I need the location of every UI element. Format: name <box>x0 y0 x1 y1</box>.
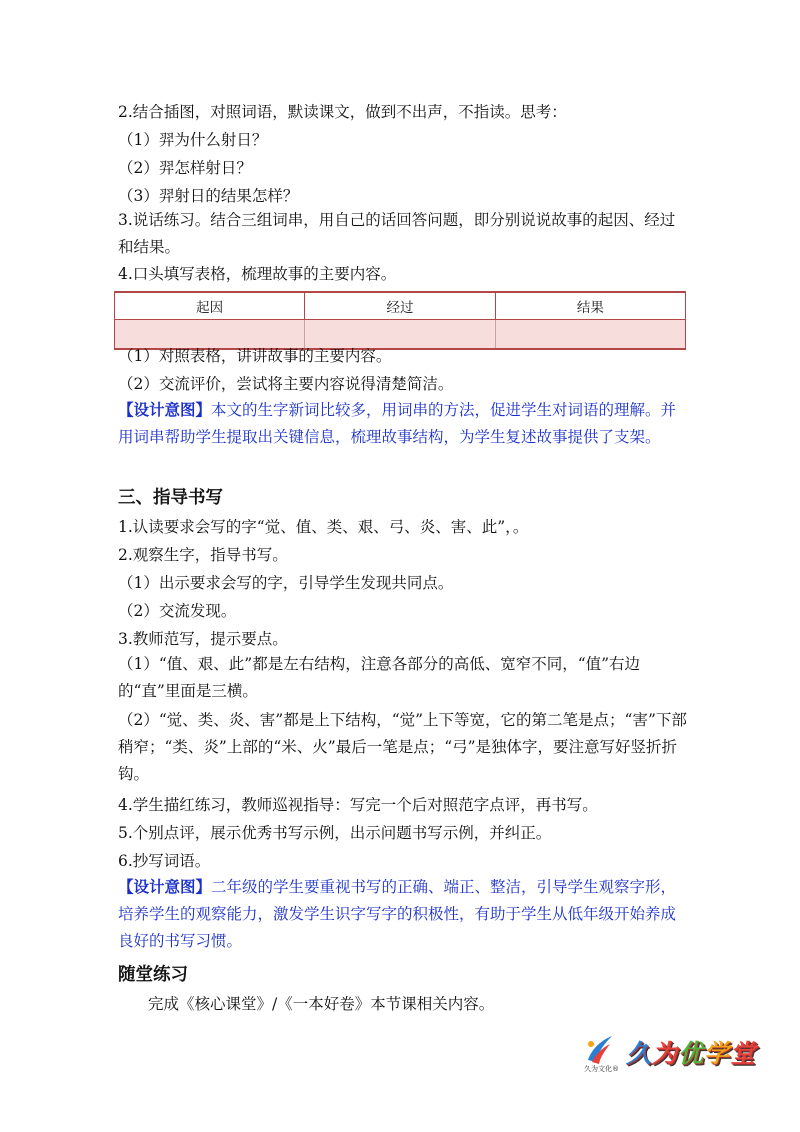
section-heading-practice: 随堂练习 <box>118 965 188 985</box>
step-2-text: 2.结合插图，对照词语，默读课文，做到不出声，不指读。思考： <box>118 103 567 121</box>
brand-subtitle: 久为文化® <box>584 1065 619 1073</box>
writing-step-6: 6.抄写词语。 <box>118 852 211 870</box>
writing-step-3-1: （1）“值、艰、此”都是左右结构，注意各部分的高低、宽窄不同，“值”右边的“直”里面是三横。 <box>118 655 641 700</box>
cell-result <box>495 320 685 350</box>
table-task-2: （2）交流评价，尝试将主要内容说得清楚简洁。 <box>118 375 454 393</box>
question-2: （2）羿怎样射日？ <box>118 159 252 177</box>
writing-step-4: 4.学生描红练习，教师巡视指导：写完一个后对照范字点评，再书写。 <box>118 796 598 814</box>
writing-step-2: 2.观察生字，指导书写。 <box>118 546 288 564</box>
brand-logo <box>582 1030 782 1080</box>
writing-step-3: 3.教师范写，提示要点。 <box>118 630 288 648</box>
section-heading-writing: 三、指导书写 <box>118 488 223 508</box>
writing-step-5: 5.个别点评，展示优秀书写示例，出示问题书写示例，并纠正。 <box>118 824 552 842</box>
brand-wordmark: 久为优学堂 <box>626 1039 757 1068</box>
design-intent-tag: 【设计意图】 <box>118 400 212 419</box>
writing-step-1: 1.认读要求会写的字“觉、值、类、艰、弓、炎、害、此”，。 <box>118 518 529 536</box>
writing-step-3-2: （2）“觉、类、炎、害”都是上下结构，“觉”上下等宽，它的第二笔是点；“害”下部稍窄；“类、炎”上部的“米、火”最后一笔是点；“弓”是独体字，要注意写好竖折折钩。 <box>118 711 687 783</box>
design-intent-1 <box>118 396 688 451</box>
header-result: 结果 <box>495 292 685 320</box>
writing-step-2-1: （1）出示要求会写的字，引导学生发现共同点。 <box>118 574 454 592</box>
story-summary-table <box>114 291 686 350</box>
design-intent-text: 二年级的学生要重视书写的正确、端正、整洁，引导学生观察字形，培养学生的观察能力，激发学生识字写字的积极性，有助于学生从低年级开始养成良好的书写习惯。 <box>118 878 677 950</box>
step-4-text: 4.口头填写表格，梳理故事的主要内容。 <box>118 265 397 283</box>
practice-text: 完成《核心课堂》/《一本好卷》本节课相关内容。 <box>148 995 495 1013</box>
writing-step-2-2: （2）交流发现。 <box>118 602 237 620</box>
header-cause: 起因 <box>115 292 305 320</box>
question-1: （1）羿为什么射日？ <box>118 131 268 149</box>
table-task-1: （1）对照表格，讲讲故事的主要内容。 <box>118 347 392 365</box>
design-intent-2 <box>118 873 688 955</box>
design-intent-text: 本文的生字新词比较多，用词串的方法，促进学生对词语的理解。并用词串帮助学生提取出关键信息，梳理故事结构，为学生复述故事提供了支架。 <box>118 401 677 446</box>
question-3: （3）羿射日的结果怎样？ <box>118 187 299 205</box>
design-intent-tag: 【设计意图】 <box>118 877 212 896</box>
step-3-text: 3.说话练习。结合三组词串，用自己的话回答问题，即分别说说故事的起因、经过和结果。 <box>118 211 676 256</box>
table-header-row <box>115 292 686 320</box>
header-process: 经过 <box>305 292 495 320</box>
